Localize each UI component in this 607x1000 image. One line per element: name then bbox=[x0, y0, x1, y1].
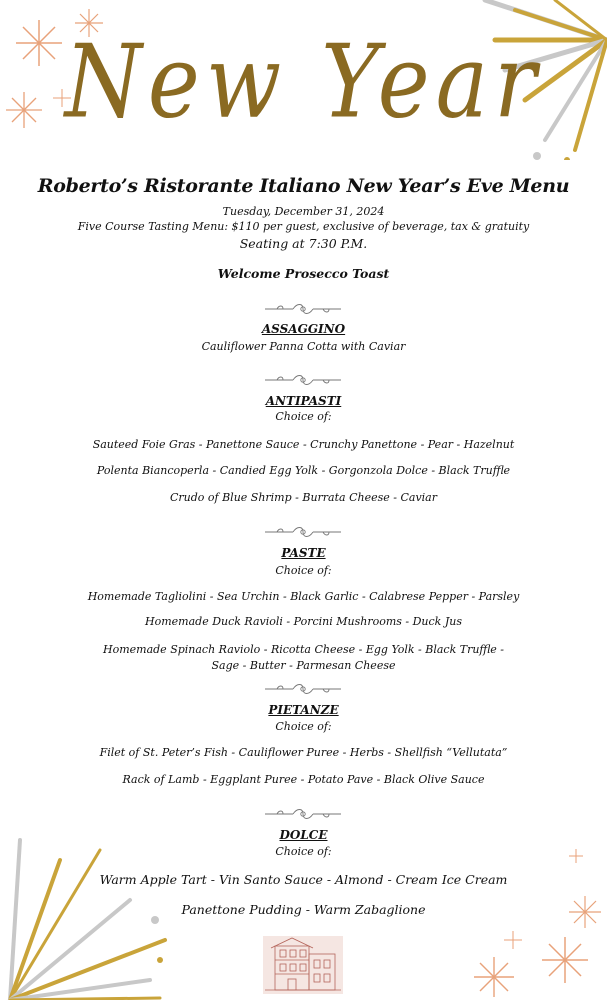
menu-item: Homemade Spinach Raviolo - Ricotta Cheese - Egg Yolk - Black Truffle - bbox=[103, 643, 504, 656]
restaurant-building-logo bbox=[263, 936, 343, 994]
sparkle-icon bbox=[503, 930, 523, 950]
section-heading: DOLCE bbox=[279, 828, 328, 842]
menu-item: Sauteed Foie Gras - Panettone Sauce - Crunchy Panettone - Pear - Hazelnut bbox=[92, 438, 515, 451]
section-heading: PIETANZE bbox=[268, 703, 339, 717]
section-heading: ASSAGGINO bbox=[261, 322, 346, 336]
menu-item: Cauliflower Panna Cotta with Caviar bbox=[201, 340, 406, 353]
flourish-divider-icon bbox=[263, 682, 343, 696]
flourish-divider-icon bbox=[263, 302, 343, 316]
menu-item: Filet of St. Peter’s Fish - Cauliflower Puree - Herbs - Shellfish “Vellutata” bbox=[99, 746, 508, 759]
menu-item: Homemade Tagliolini - Sea Urchin - Black Garlic - Calabrese Pepper - Parsley bbox=[87, 590, 520, 603]
menu-title: Roberto’s Ristorante Italiano New Year’s Eve Menu bbox=[37, 175, 570, 197]
menu-item: Warm Apple Tart - Vin Santo Sauce - Almond - Cream Ice Cream bbox=[99, 872, 508, 887]
menu-date: Tuesday, December 31, 2024 bbox=[222, 205, 385, 218]
menu-pricing: Five Course Tasting Menu: $110 per guest, exclusive of beverage, tax & gratuity bbox=[77, 220, 530, 233]
menu-seating: Seating at 7:30 P.M. bbox=[239, 236, 368, 251]
section-heading: ANTIPASTI bbox=[265, 394, 342, 408]
section-heading: PASTE bbox=[281, 546, 326, 560]
menu-item: Sage - Butter - Parmesan Cheese bbox=[211, 659, 396, 672]
menu-item: Crudo of Blue Shrimp - Burrata Cheese - Caviar bbox=[169, 491, 437, 504]
flourish-divider-icon bbox=[263, 373, 343, 387]
menu-item: Polenta Biancoperla - Candied Egg Yolk - Gorgonzola Dolce - Black Truffle bbox=[96, 464, 511, 477]
choice-label: Choice of: bbox=[275, 410, 332, 423]
choice-label: Choice of: bbox=[275, 845, 332, 858]
menu-item: Rack of Lamb - Eggplant Puree - Potato Pave - Black Olive Sauce bbox=[122, 773, 485, 786]
sparkle-icon bbox=[472, 955, 516, 999]
choice-label: Choice of: bbox=[275, 720, 332, 733]
flourish-divider-icon bbox=[263, 807, 343, 821]
choice-label: Choice of: bbox=[275, 564, 332, 577]
sparkle-icon bbox=[540, 935, 590, 985]
welcome-toast: Welcome Prosecco Toast bbox=[217, 266, 390, 281]
menu-item: Homemade Duck Ravioli - Porcini Mushrooms - Duck Jus bbox=[145, 615, 462, 628]
flourish-divider-icon bbox=[263, 525, 343, 539]
banner-title: New Year bbox=[64, 22, 543, 141]
menu-item: Panettone Pudding - Warm Zabaglione bbox=[181, 902, 426, 917]
